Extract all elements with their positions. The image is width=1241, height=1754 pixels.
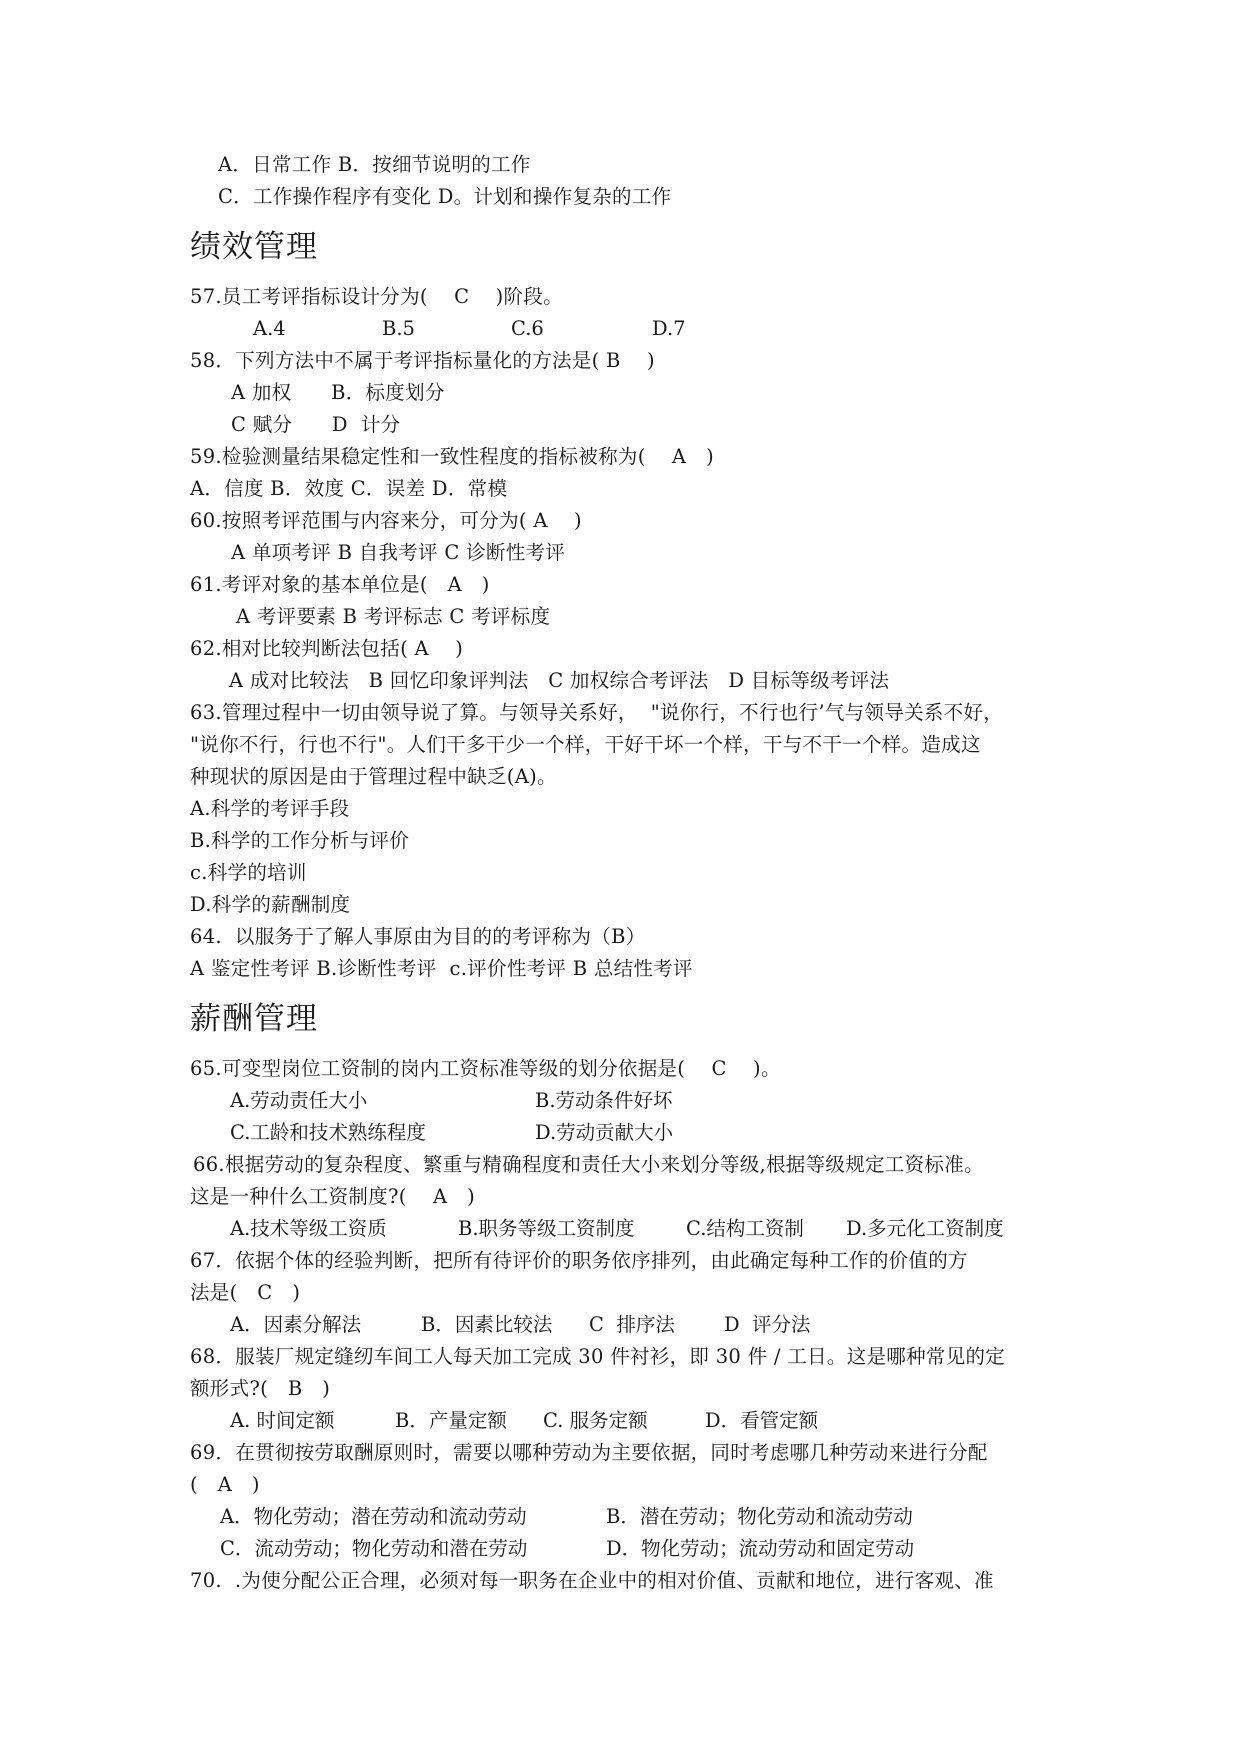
option-a: A.劳动责任大小 [230, 1089, 368, 1112]
option-line: A 考评要素 B 考评标志 C 考评标度 [236, 605, 551, 628]
question-66-cont: 这是一种什么工资制度?( A ) [190, 1185, 476, 1208]
option-b: B.科学的工作分析与评价 [190, 829, 410, 852]
option-c: C.6 [511, 317, 544, 340]
question-66: 66.根据劳动的复杂程度、繁重与精确程度和责任大小来划分等级,根据等级规定工资标准。 [193, 1153, 984, 1176]
option-line: A 成对比较法 B 回忆印象评判法 C 加权综合考评法 D 目标等级考评法 [229, 669, 890, 692]
question-67: 67．依据个体的经验判断，把所有待评价的职务依序排列，由此确定每种工作的价值的方 [190, 1249, 968, 1272]
option-line: A．日常工作 B．按细节说明的工作 [218, 153, 531, 176]
option-a: A. 时间定额 [230, 1409, 335, 1432]
question-68-cont: 额形式?( B ) [190, 1377, 331, 1400]
option-d: D.7 [652, 317, 686, 340]
option-c: C 排序法 [589, 1313, 675, 1336]
section-heading: 绩效管理 [190, 229, 318, 265]
option-a: A．因素分解法 [230, 1313, 362, 1336]
question-65: 65.可变型岗位工资制的岗内工资标准等级的划分依据是( C )。 [190, 1057, 781, 1080]
option-line: A 单项考评 B 自我考评 C 诊断性考评 [231, 541, 566, 564]
question-68: 68．服装厂规定缝纫车间工人每天加工完成 30 件衬衫，即 30 件 / 工日。这是哪种常见的定 [190, 1345, 1006, 1368]
option-b: B．因素比较法 [421, 1313, 553, 1336]
question-67-cont: 法是( C ) [190, 1281, 301, 1304]
option-a: A.4 [253, 317, 286, 340]
option-d: D 评分法 [724, 1313, 811, 1336]
question-69: 69．在贯彻按劳取酬原则时，需要以哪种劳动为主要依据，同时考虑哪几种劳动来进行分配 [190, 1441, 988, 1464]
option-c: C.结构工资制 [686, 1217, 804, 1240]
question-70: 70. .为使分配公正合理，必须对每一职务在企业中的相对价值、贡献和地位，进行客观、准 [190, 1569, 994, 1592]
question-58: 58．下列方法中不属于考评指标量化的方法是( B ) [190, 349, 655, 372]
question-59: 59.检验测量结果稳定性和一致性程度的指标被称为( A ) [190, 445, 715, 468]
question-63: 63.管理过程中一切由领导说了算。与领导关系好， "说你行，不行也行’气与领导关系不好， [190, 701, 1004, 724]
question-60: 60.按照考评范围与内容来分，可分为( A ) [190, 509, 582, 532]
option-b: B.职务等级工资制度 [458, 1217, 635, 1240]
option-a: A.技术等级工资质 [230, 1217, 387, 1240]
question-69-cont: ( A ) [190, 1473, 260, 1496]
option-line: A 鉴定性考评 B.诊断性考评 c.评价性考评 B 总结性考评 [190, 957, 693, 980]
option-b: B．潜在劳动；物化劳动和流动劳动 [606, 1505, 913, 1528]
option-d: D.科学的薪酬制度 [190, 893, 351, 916]
option-a: A.科学的考评手段 [190, 797, 350, 820]
option-d: D.劳动贡献大小 [535, 1121, 674, 1144]
option-d: D．看管定额 [705, 1409, 819, 1432]
question-63-cont: 种现状的原因是由于管理过程中缺乏(A)。 [190, 765, 557, 788]
question-64: 64. 以服务于了解人事原由为目的的考评称为（B） [190, 925, 646, 948]
option-line: A 加权 B．标度划分 [231, 381, 445, 404]
option-c: C．流动劳动；物化劳动和潜在劳动 [220, 1537, 528, 1560]
question-61: 61.考评对象的基本单位是( A ) [190, 573, 490, 596]
option-b: B．产量定额 [395, 1409, 507, 1432]
option-b: B.劳动条件好坏 [535, 1089, 673, 1112]
option-line: C 赋分 D 计分 [231, 413, 401, 436]
question-62: 62.相对比较判断法包括( A ) [190, 637, 464, 660]
option-d: D.多元化工资制度 [846, 1217, 1004, 1240]
option-c: c.科学的培训 [190, 861, 307, 884]
option-line: A．信度 B．效度 C．误差 D．常模 [190, 477, 508, 500]
question-63-cont: "说你不行，行也不行"。人们干多干少一个样，干好干坏一个样，干与不干一个样。造成这 [190, 733, 981, 756]
option-c: C.工龄和技术熟练程度 [230, 1121, 426, 1144]
option-a: A．物化劳动；潜在劳动和流动劳动 [220, 1505, 527, 1528]
section-heading: 薪酬管理 [190, 1001, 318, 1037]
question-57: 57.员工考评指标设计分为( C )阶段。 [190, 285, 563, 308]
option-d: D．物化劳动；流动劳动和固定劳动 [606, 1537, 915, 1560]
option-c: C. 服务定额 [543, 1409, 648, 1432]
option-line: C．工作操作程序有变化 D。计划和操作复杂的工作 [218, 185, 672, 208]
option-b: B.5 [382, 317, 415, 340]
